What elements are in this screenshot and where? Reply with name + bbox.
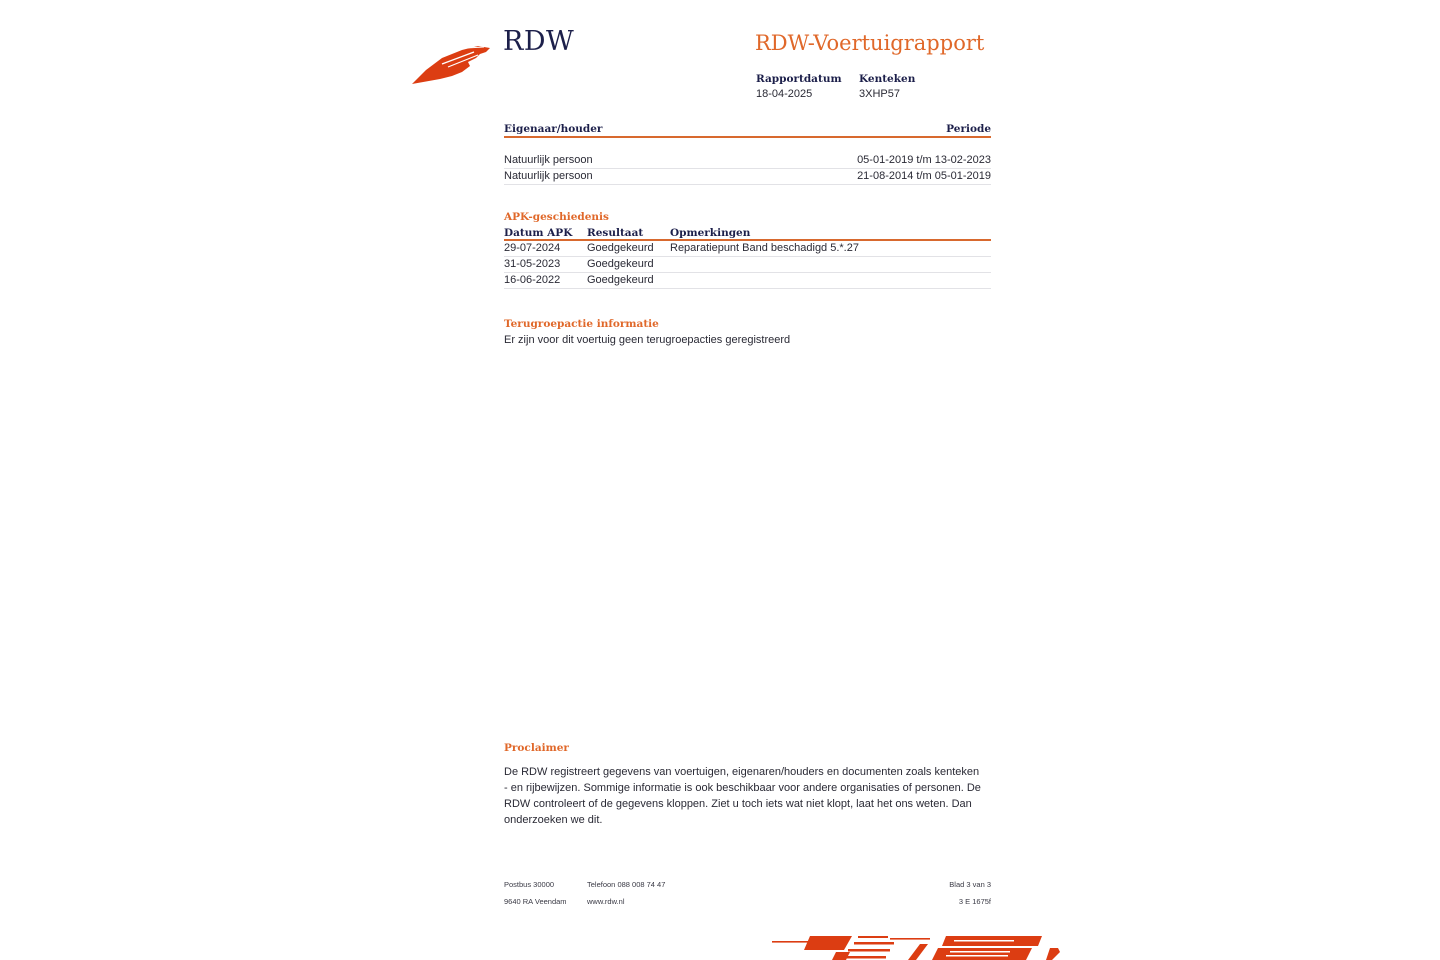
table-row xyxy=(504,169,991,185)
footer-phone: Telefoon 088 008 74 47 xyxy=(587,880,666,889)
logo-text: RDW xyxy=(503,26,575,57)
apk-date-cell: 16-06-2022 xyxy=(504,274,561,286)
col-owner: Eigenaar/houder xyxy=(504,123,603,135)
table-row xyxy=(504,153,991,169)
apk-remarks-cell: Reparatiepunt Band beschadigd 5.*.27 xyxy=(670,242,859,254)
license-plate-label: Kenteken xyxy=(859,73,916,85)
table-row xyxy=(504,273,991,289)
report-title: RDW-Voertuigrapport xyxy=(755,31,985,55)
col-period: Periode xyxy=(946,123,991,135)
apk-header xyxy=(504,225,991,241)
footer-website[interactable]: www.rdw.nl xyxy=(587,897,625,906)
rdw-stripes-icon xyxy=(770,934,1060,960)
apk-remarks-cell xyxy=(670,257,991,272)
owners-table xyxy=(504,119,991,185)
col-apk-result: Resultaat xyxy=(587,227,644,239)
recall-section xyxy=(504,318,991,348)
owner-cell: Natuurlijk persoon xyxy=(504,170,593,182)
footer-page-number: Blad 3 van 3 xyxy=(949,880,991,889)
col-apk-date: Datum APK xyxy=(504,227,573,239)
owners-header xyxy=(504,119,991,138)
recall-title: Terugroepactie informatie xyxy=(504,318,659,330)
apk-history xyxy=(504,211,991,289)
license-plate xyxy=(859,73,915,100)
table-row xyxy=(504,241,991,257)
license-plate-value: 3XHP57 xyxy=(859,88,900,100)
apk-result-cell: Goedgekeurd xyxy=(587,242,654,254)
apk-remarks-cell xyxy=(670,273,991,288)
period-cell: 21-08-2014 t/m 05-01-2019 xyxy=(857,170,991,182)
proclaimer-section xyxy=(504,742,991,828)
apk-title: APK-geschiedenis xyxy=(504,211,609,223)
apk-result-cell: Goedgekeurd xyxy=(587,258,654,270)
report-date-label: Rapportdatum xyxy=(756,73,842,85)
apk-result-cell: Goedgekeurd xyxy=(587,274,654,286)
col-apk-remarks: Opmerkingen xyxy=(670,227,751,239)
footer-postbus: Postbus 30000 xyxy=(504,880,555,889)
footer-code: 3 E 1675f xyxy=(958,897,991,906)
recall-text: Er zijn voor dit voertuig geen terugroepacties geregistreerd xyxy=(504,334,791,346)
owner-cell: Natuurlijk persoon xyxy=(504,154,593,166)
proclaimer-text: De RDW registreert gegevens van voertuigen, eigenaren/houders en documenten zoals kenteken - en rijbewijzen. Sommige informatie is ook beschikbaar voor andere organisaties of personen. De RDW controleert of de gegevens kloppen. Ziet u toch iets wat niet klopt, laat het ons weten. Dan onderzoeken we dit. xyxy=(504,766,981,826)
proclaimer-title: Proclaimer xyxy=(504,742,569,754)
report-date xyxy=(756,73,842,100)
rdw-logo-icon xyxy=(412,44,492,86)
apk-date-cell: 29-07-2024 xyxy=(504,242,561,254)
apk-date-cell: 31-05-2023 xyxy=(504,258,561,270)
footer-city: 9640 RA Veendam xyxy=(504,897,567,906)
period-cell: 05-01-2019 t/m 13-02-2023 xyxy=(857,154,991,166)
report-date-value: 18-04-2025 xyxy=(756,88,813,100)
table-row xyxy=(504,257,991,273)
